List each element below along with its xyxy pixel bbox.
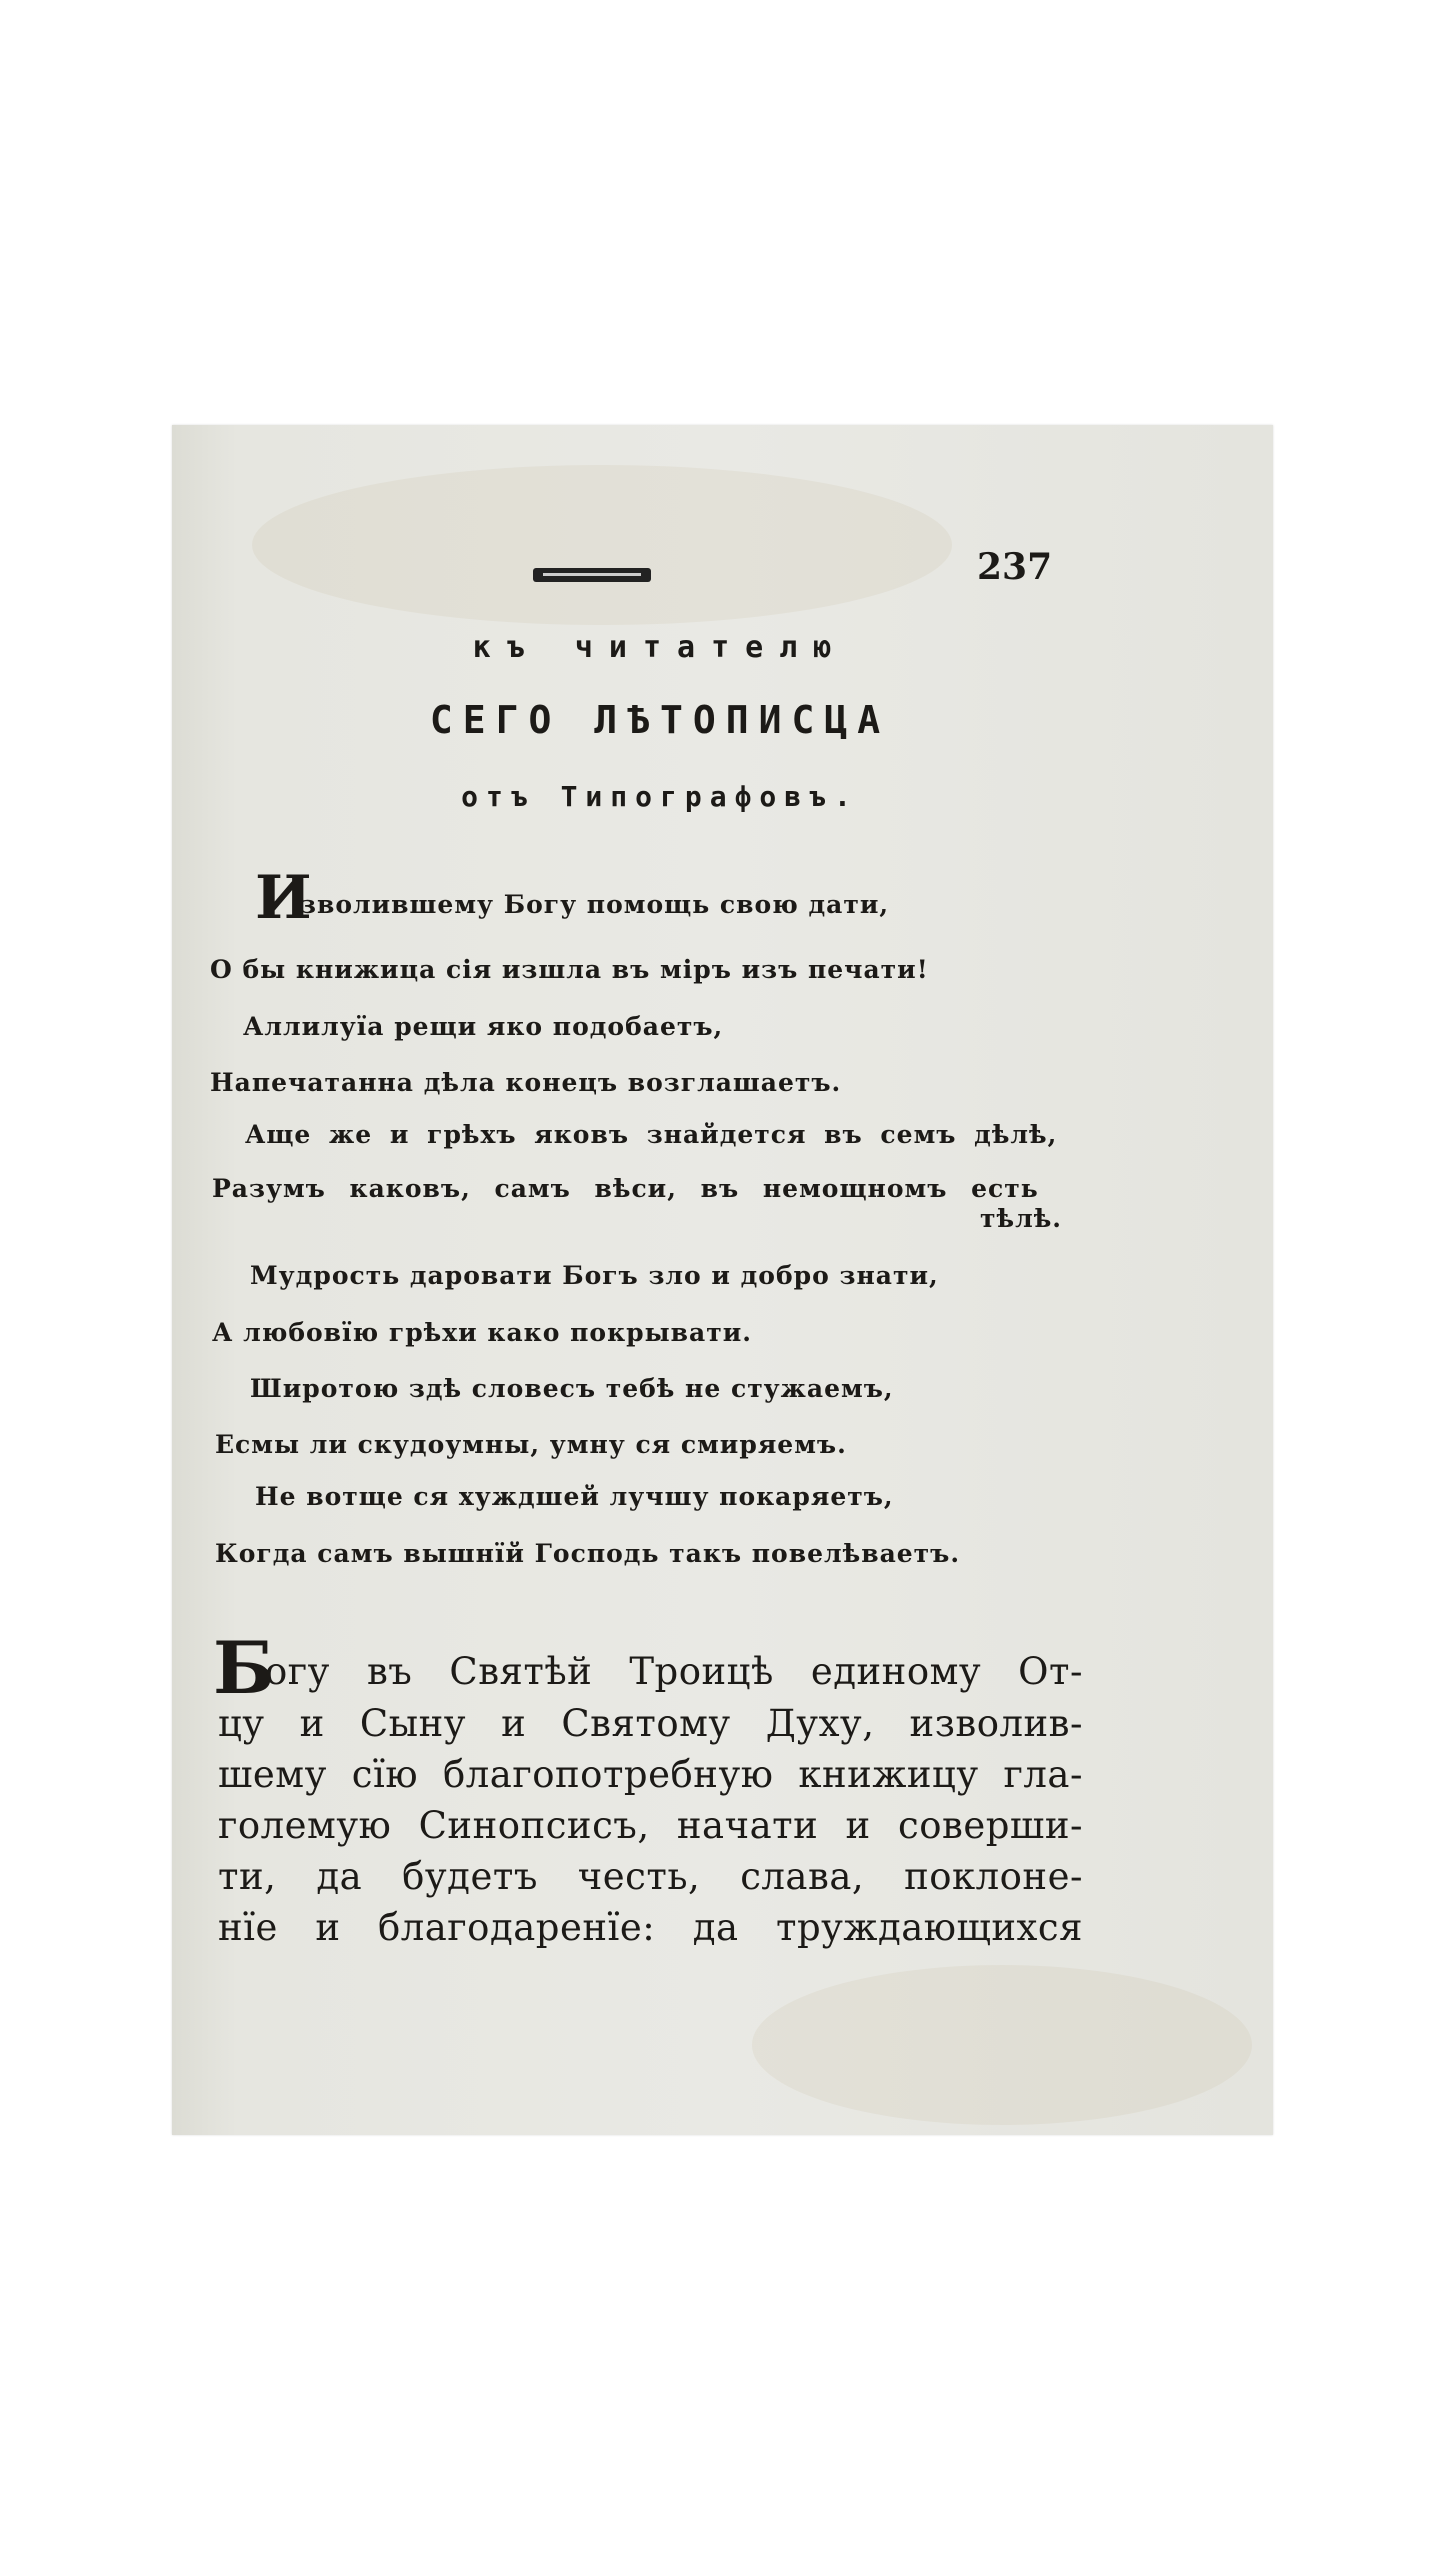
- verse-line: А любовїю грѣхи како покрывати.: [212, 1318, 752, 1347]
- verse-line: Напечатанна дѣла конецъ возглашаетъ.: [210, 1068, 842, 1097]
- verse-line: Когда самъ вышнїй Господь такъ повелѣваетъ.: [215, 1539, 961, 1568]
- prose-drop-cap: Б: [213, 1625, 275, 1710]
- verse-line: Мудрость даровати Богъ зло и добро знати,: [250, 1261, 939, 1290]
- prose-line: огу въ Святѣй Троицѣ единому От-: [265, 1650, 1083, 1693]
- verse-line: Аще же и грѣхъ яковъ знайдется въ семъ дѣлѣ,: [245, 1120, 1058, 1149]
- prose-line: шему сїю благопотребную книжицу гла-: [218, 1753, 1083, 1796]
- water-stain: [752, 1965, 1252, 2125]
- verse-line: О бы книжица сія изшла въ міръ изъ печати!: [210, 955, 929, 984]
- verse-line: Разумъ каковъ, самъ вѣси, въ немощномъ есть: [212, 1174, 1039, 1203]
- water-stain: [252, 465, 952, 625]
- verse-line: зволившему Богу помощь свою дати,: [300, 890, 890, 919]
- verse-line: Аллилуїа рещи яко подобаетъ,: [243, 1012, 724, 1041]
- verse-line: Не вотще ся хуждшей лучшу покаряетъ,: [255, 1482, 894, 1511]
- prose-line: големую Синопсисъ, начати и соверши-: [218, 1804, 1083, 1847]
- verse-line: тѣлѣ.: [980, 1204, 1062, 1233]
- page-number: 237: [977, 546, 1053, 588]
- heading-line-1: къ читателю: [472, 630, 848, 665]
- prose-line: ти, да будетъ честь, слава, поклоне-: [218, 1855, 1083, 1898]
- verse-drop-cap: И: [255, 863, 312, 933]
- verse-line: Есмы ли скудоумны, умну ся смиряемъ.: [215, 1430, 847, 1459]
- prose-line: нїе и благодаренїе: да труждающихся: [218, 1906, 1083, 1949]
- ornamental-rule: [533, 568, 651, 582]
- heading-line-3: отъ Типографовъ.: [461, 780, 859, 813]
- heading-line-2: СЕГО ЛѢТОПИСЦА: [429, 698, 891, 742]
- verse-line: Широтою здѣ словесъ тебѣ не стужаемъ,: [250, 1374, 894, 1403]
- prose-line: цу и Сыну и Святому Духу, изволив-: [218, 1702, 1083, 1745]
